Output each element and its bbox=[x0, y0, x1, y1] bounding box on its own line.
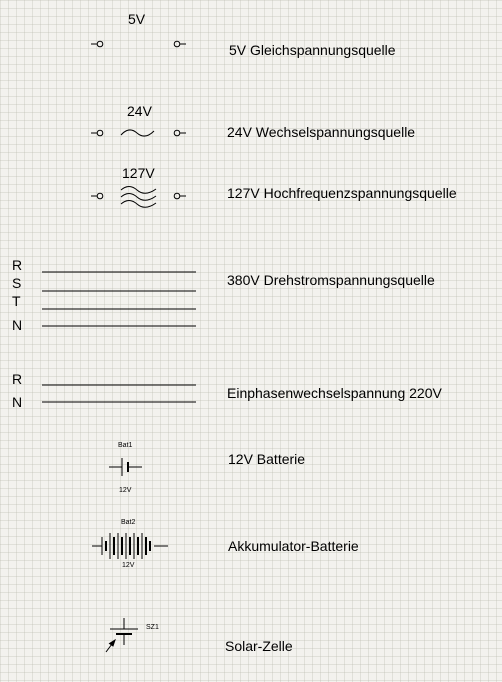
battery-label: 12V Batterie bbox=[228, 451, 306, 467]
phase-label-n: N bbox=[12, 317, 23, 333]
solar-label: Solar-Zelle bbox=[225, 638, 293, 654]
three-phase-label: 380V Drehstromspannungsquelle bbox=[227, 272, 435, 288]
battery-name: Bat1 bbox=[118, 442, 133, 449]
ac-source-symbol bbox=[91, 130, 186, 136]
hf-source-label: 127V Hochfrequenzspannungsquelle bbox=[227, 185, 457, 201]
accumulator-label: Akkumulator-Batterie bbox=[228, 538, 359, 554]
battery-value: 12V bbox=[119, 487, 132, 494]
single-phase-label-n: N bbox=[12, 394, 23, 410]
solar-cell-symbol bbox=[106, 618, 138, 652]
solar-name: SZ1 bbox=[146, 624, 159, 631]
phase-label-t: T bbox=[12, 293, 21, 309]
single-phase-lines bbox=[42, 385, 196, 402]
battery-symbol bbox=[109, 458, 142, 476]
single-phase-label: Einphasenwechselspannung 220V bbox=[227, 385, 442, 401]
three-phase-lines bbox=[42, 272, 196, 326]
hf-source-symbol bbox=[91, 187, 186, 208]
hf-voltage-label: 127V bbox=[122, 165, 155, 181]
ac-voltage-label: 24V bbox=[127, 103, 152, 119]
single-phase-label-r: R bbox=[12, 371, 23, 387]
dc-source-symbol bbox=[91, 41, 186, 47]
phase-label-s: S bbox=[12, 275, 22, 291]
accumulator-symbol bbox=[92, 533, 168, 559]
accumulator-value: 12V bbox=[122, 562, 135, 569]
accumulator-name: Bat2 bbox=[121, 519, 136, 526]
phase-label-r: R bbox=[12, 257, 23, 273]
ac-source-label: 24V Wechselspannungsquelle bbox=[227, 124, 416, 140]
dc-source-label: 5V Gleichspannungsquelle bbox=[229, 42, 396, 58]
dc-voltage-label: 5V bbox=[128, 11, 146, 27]
